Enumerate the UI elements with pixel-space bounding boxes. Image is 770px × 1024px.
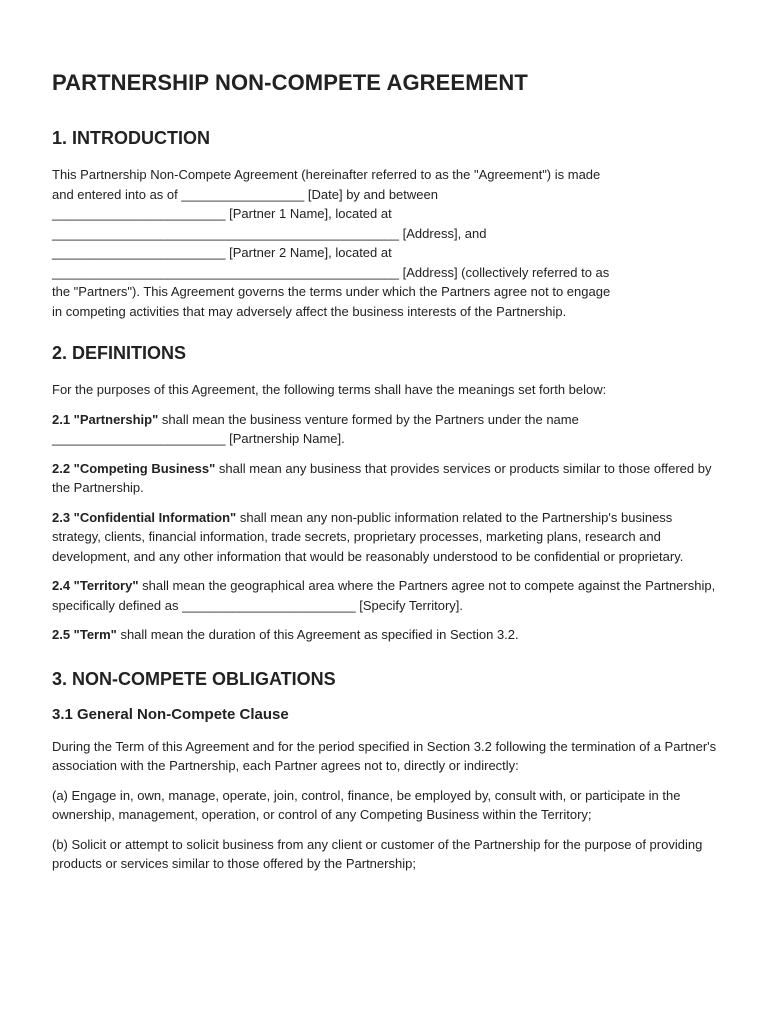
- subsection-heading: 3.1 General Non-Compete Clause: [52, 705, 289, 723]
- definition-text: shall mean any non-public information related to the Partnership's business strategy, clients, financial information, trade secrets, proprietary processes, marketing plans, research and development, and any other information that would be reasonably understood to be confidential or proprietary.: [52, 509, 684, 564]
- section-definitions: [52, 343, 720, 645]
- definition-text: shall mean any business that provides services or products similar to those offered by the Partnership.: [52, 460, 712, 495]
- intro-line: ________________________________________________ [Address] (collectively referred to as: [52, 264, 610, 280]
- definition-item: [52, 508, 720, 567]
- section-heading: 2. DEFINITIONS: [52, 343, 187, 363]
- definition-term: 2.2 "Competing Business": [52, 460, 216, 476]
- intro-line: ________________________ [Partner 2 Name], located at: [52, 245, 392, 260]
- obligation-item: (a) Engage in, own, manage, operate, join, control, finance, be employed by, consult with, or participate in the ownership, management, operation, or control of any Competing Business within the Territory;: [52, 787, 681, 822]
- intro-line: This Partnership Non-Compete Agreement (hereinafter referred to as the "Agreement") is made: [52, 167, 601, 182]
- intro-line: in competing activities that may adversely affect the business interests of the Partnership.: [52, 303, 567, 319]
- definition-term: 2.3 "Confidential Information": [52, 509, 237, 525]
- definitions-lead: For the purposes of this Agreement, the following terms shall have the meanings set forth below:: [52, 382, 607, 397]
- intro-line: ________________________ [Partner 1 Name], located at: [52, 206, 392, 221]
- obligation-item: (b) Solicit or attempt to solicit business from any client or customer of the Partnership for the purpose of providing products or services similar to those offered by the Partnership;: [52, 836, 703, 871]
- definition-term: 2.5 "Term": [52, 627, 117, 642]
- definition-term: 2.1 "Partnership": [52, 411, 159, 427]
- section-heading: 3. NON-COMPETE OBLIGATIONS: [52, 668, 336, 689]
- definition-item: [52, 625, 720, 645]
- definition-term: 2.4 "Territory": [52, 578, 139, 593]
- document-title: PARTNERSHIP NON-COMPETE AGREEMENT: [52, 70, 528, 95]
- definition-text: shall mean the duration of this Agreement as specified in Section 3.2.: [116, 627, 519, 642]
- intro-line: the "Partners"). This Agreement governs the terms under which the Partners agree not to engage: [52, 284, 611, 299]
- obligations-lead: During the Term of this Agreement and for the period specified in Section 3.2 following the termination of a Partner's association with the Partnership, each Partner agrees not to, directly or indirectly:: [52, 738, 717, 773]
- section-heading: 1. INTRODUCTION: [52, 128, 211, 148]
- definition-item: [52, 410, 720, 449]
- definition-item: [52, 459, 720, 498]
- section-non-compete-obligations: [52, 669, 720, 874]
- intro-line: and entered into as of _________________ [Date] by and between: [52, 186, 438, 202]
- definition-text: shall mean the geographical area where the Partners agree not to compete against the Partnership, specifically defined as ________________________ [Specify Territory].: [52, 578, 716, 613]
- definition-text: shall mean the business venture formed by the Partners under the name ________________________ [Partnership Name].: [52, 411, 579, 446]
- section-introduction: [52, 128, 720, 321]
- definition-item: [52, 576, 720, 615]
- intro-line: ________________________________________________ [Address], and: [52, 225, 487, 241]
